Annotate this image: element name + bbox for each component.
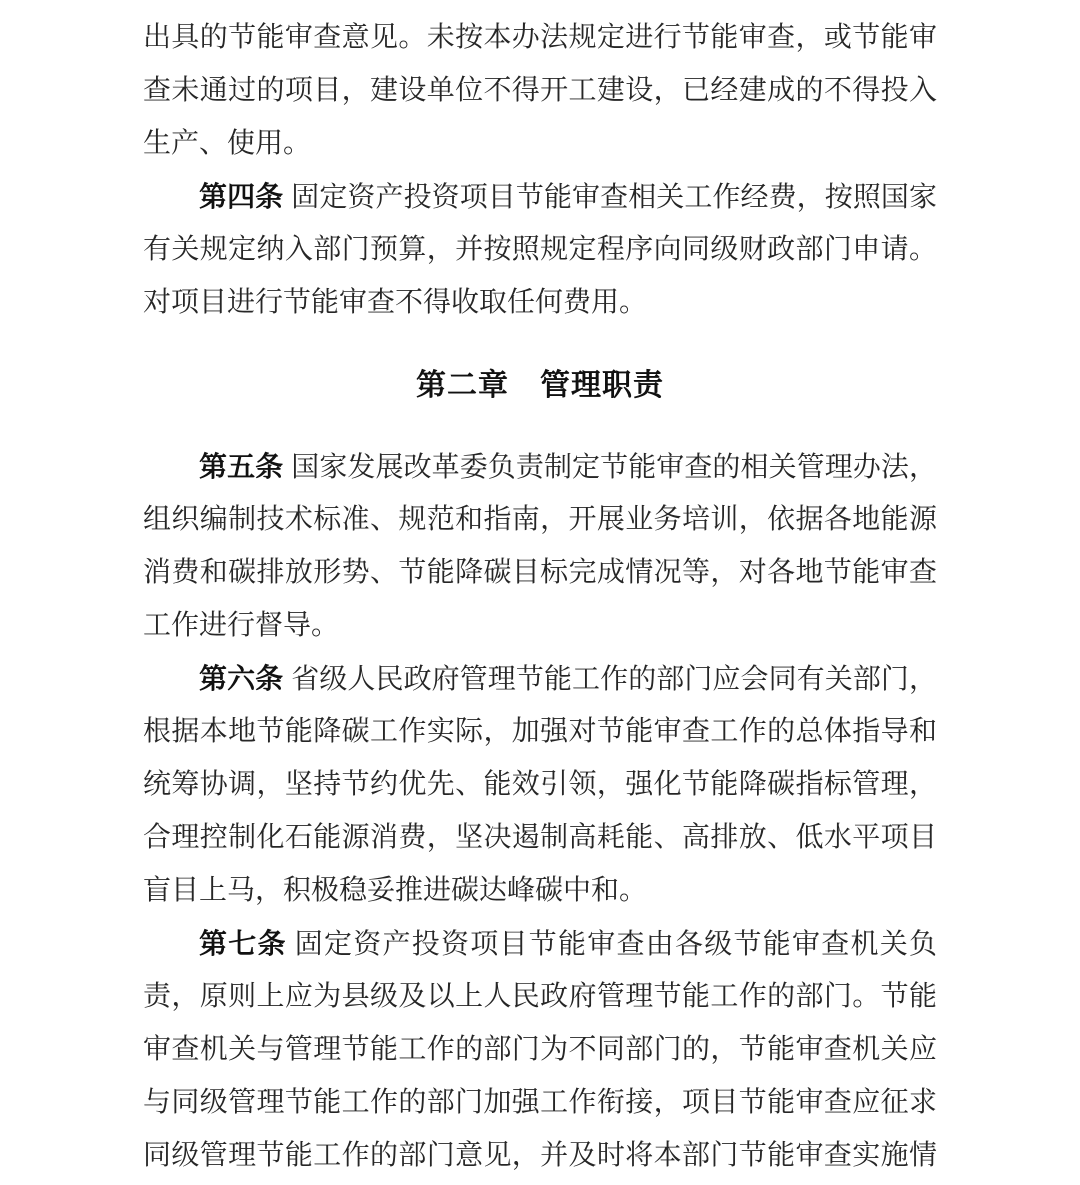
article-opening-text: 固定资产投资项目节能审查由各级节能审查机关负 <box>294 929 937 960</box>
article-number: 第六条 <box>199 663 284 694</box>
chapter-heading: 第二章 管理职责 <box>416 369 664 402</box>
text-column <box>143 11 937 1182</box>
article-opening-line <box>143 652 937 705</box>
article-opening-text: 国家发展改革委负责制定节能审查的相关管理办法， <box>291 452 937 483</box>
article-opening-line <box>143 440 937 493</box>
article-opening-line <box>143 170 937 223</box>
body-line: 责，原则上应为县级及以上人民政府管理节能工作的部门。节能 <box>143 981 937 1012</box>
body-line: 工作进行督导。 <box>143 610 340 641</box>
body-line: 出具的节能审查意见。未按本办法规定进行节能审查，或节能审 <box>143 22 937 53</box>
article-number: 第七条 <box>199 928 287 959</box>
article-opening-text: 固定资产投资项目节能审查相关工作经费，按照国家 <box>291 182 937 213</box>
article-opening-line <box>143 917 937 970</box>
body-line: 消费和碳排放形势、节能降碳目标完成情况等，对各地节能审查 <box>143 557 937 588</box>
body-line: 合理控制化石能源消费，坚决遏制高耗能、高排放、低水平项目 <box>143 822 937 853</box>
body-line: 同级管理节能工作的部门意见，并及时将本部门节能审查实施情 <box>143 1140 937 1171</box>
article-number: 第五条 <box>199 451 284 482</box>
body-line: 生产、使用。 <box>143 128 312 159</box>
body-line: 对项目进行节能审查不得收取任何费用。 <box>143 287 648 318</box>
article-number: 第四条 <box>199 181 284 212</box>
body-line: 有关规定纳入部门预算，并按照规定程序向同级财政部门申请。 <box>143 234 937 265</box>
body-line: 与同级管理节能工作的部门加强工作衔接，项目节能审查应征求 <box>143 1087 937 1118</box>
body-line: 根据本地节能降碳工作实际，加强对节能审查工作的总体指导和 <box>143 716 937 747</box>
body-line: 查未通过的项目，建设单位不得开工建设，已经建成的不得投入 <box>143 75 937 106</box>
body-line: 组织编制技术标准、规范和指南，开展业务培训，依据各地能源 <box>143 504 937 535</box>
body-line: 统筹协调，坚持节约优先、能效引领，强化节能降碳指标管理， <box>143 769 937 800</box>
article-opening-text: 省级人民政府管理节能工作的部门应会同有关部门， <box>291 664 937 695</box>
body-line: 审查机关与管理节能工作的部门为不同部门的，节能审查机关应 <box>143 1034 937 1065</box>
body-line: 盲目上马，积极稳妥推进碳达峰碳中和。 <box>143 875 648 906</box>
